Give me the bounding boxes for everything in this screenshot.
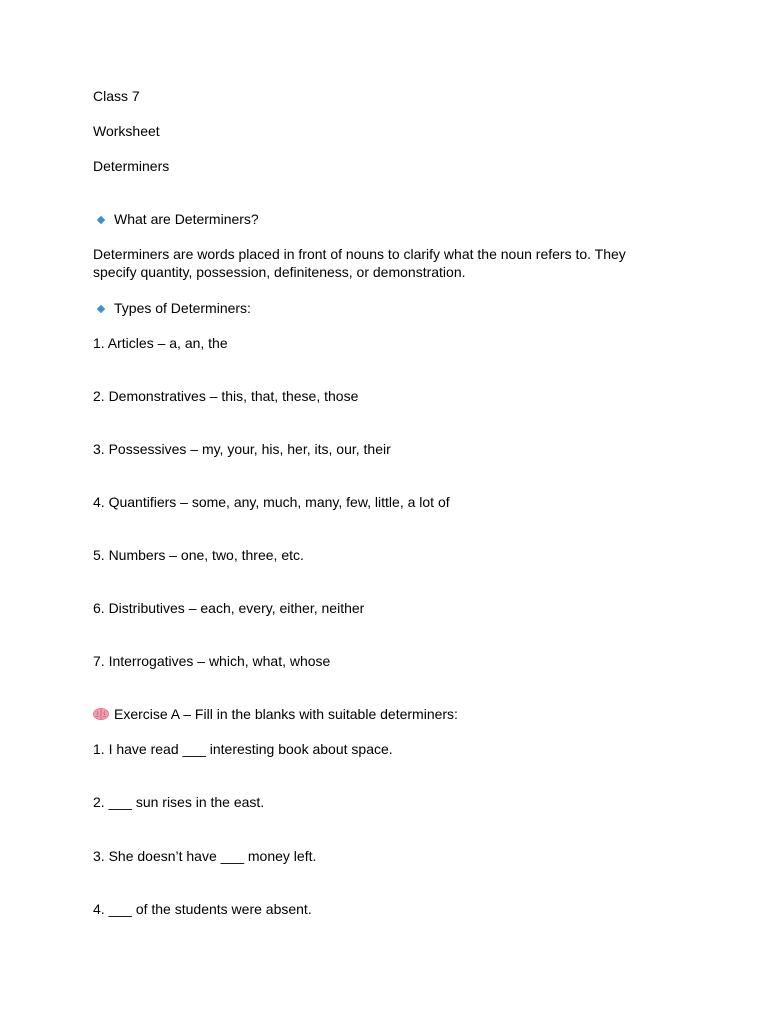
- exercise-item: 4. ___ of the students were absent.: [93, 901, 312, 917]
- type-item: 1. Articles – a, an, the: [93, 335, 228, 351]
- type-item: 3. Possessives – my, your, his, her, its, our, their: [93, 441, 391, 457]
- what-heading-text: What are Determiners?: [114, 211, 259, 227]
- topic-title: Determiners: [93, 158, 170, 174]
- brain-icon: [93, 708, 109, 720]
- exercise-item: 3. She doesn’t have ___ money left.: [93, 848, 317, 864]
- type-item: 5. Numbers – one, two, three, etc.: [93, 547, 304, 563]
- small-blue-diamond-icon: [97, 305, 105, 313]
- types-section-heading: [93, 299, 648, 317]
- type-item: 7. Interrogatives – which, what, whose: [93, 653, 331, 669]
- what-section-heading: [93, 210, 648, 228]
- definition-paragraph: Determiners are words placed in front of nouns to clarify what the noun refers to. They specify quantity, possession, definiteness, or demonstration.: [93, 246, 626, 280]
- class-label: Class 7: [93, 88, 140, 104]
- doc-type-label: Worksheet: [93, 123, 160, 139]
- small-blue-diamond-icon: [97, 216, 105, 224]
- type-item: 2. Demonstratives – this, that, these, those: [93, 388, 359, 404]
- exercise-item: 2. ___ sun rises in the east.: [93, 794, 265, 810]
- types-heading-text: Types of Determiners:: [114, 300, 251, 316]
- exercise-a-heading-text: Exercise A – Fill in the blanks with suitable determiners:: [114, 706, 458, 722]
- exercise-a-heading: [93, 705, 648, 723]
- exercise-item: 1. I have read ___ interesting book about space.: [93, 741, 393, 757]
- type-item: 6. Distributives – each, every, either, neither: [93, 600, 365, 616]
- type-item: 4. Quantifiers – some, any, much, many, few, little, a lot of: [93, 494, 450, 510]
